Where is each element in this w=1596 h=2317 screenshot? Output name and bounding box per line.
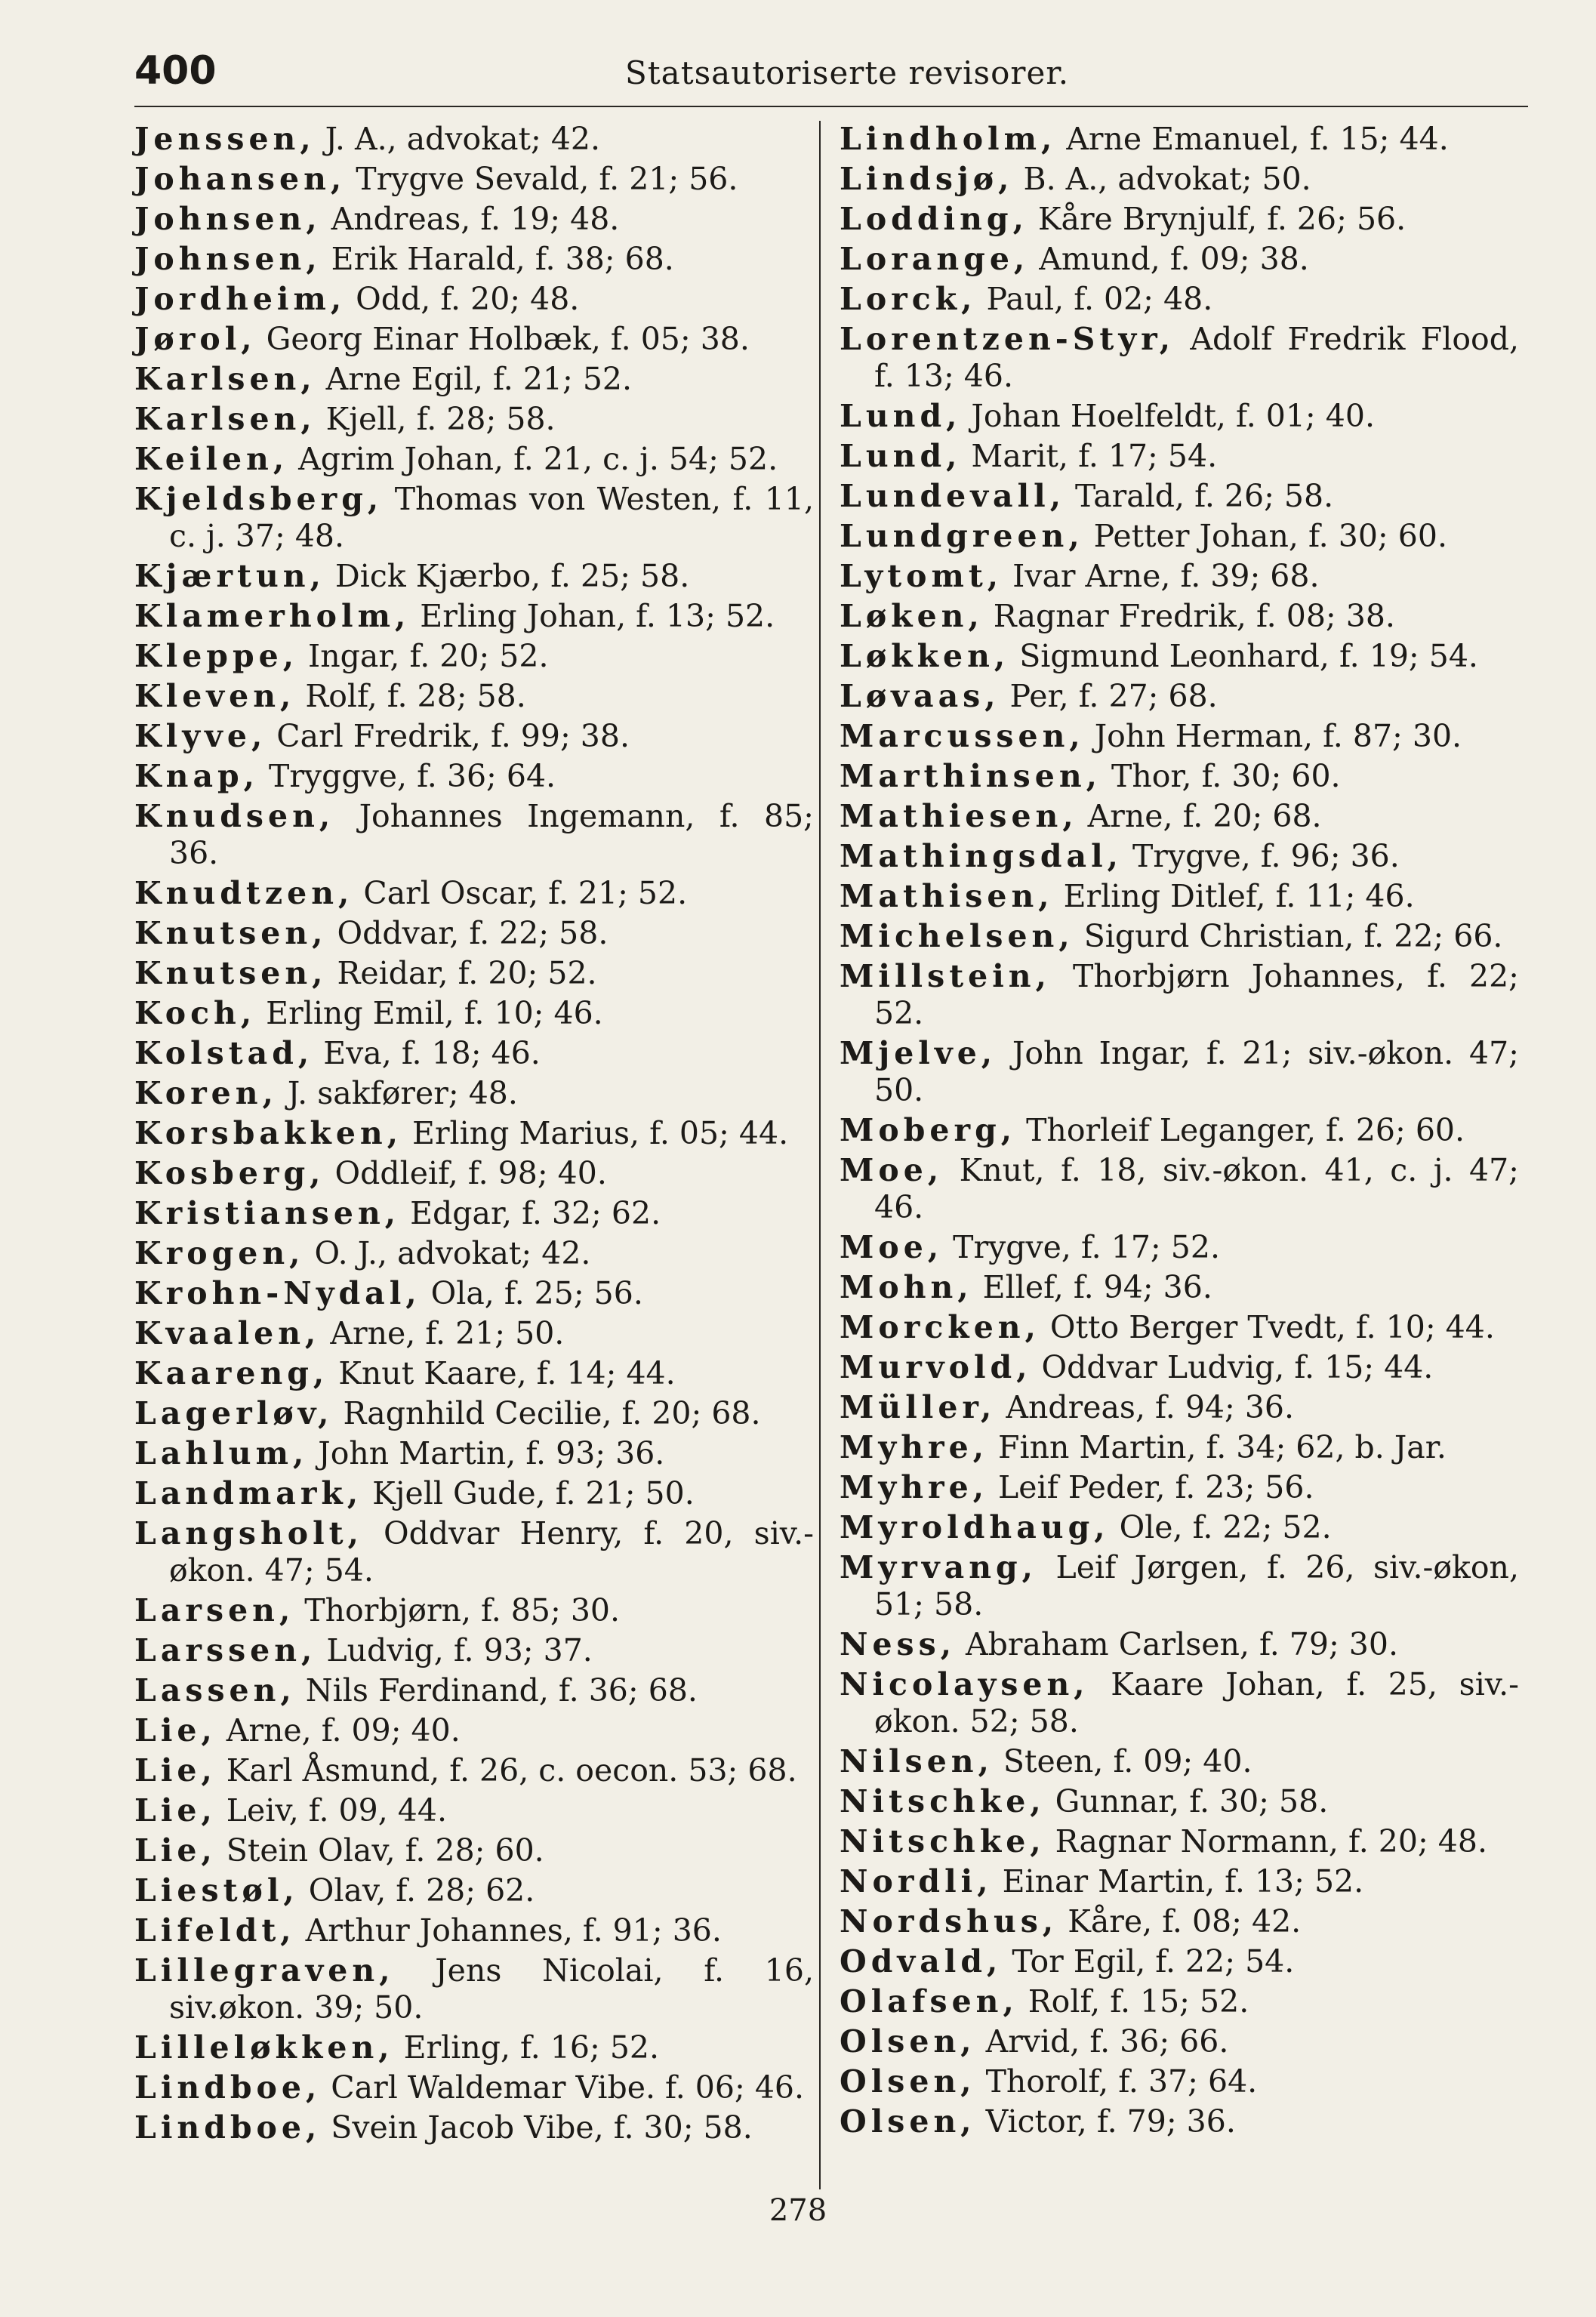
entry-details: Otto Berger Tvedt, f. 10; 44.: [1040, 1309, 1495, 1345]
entry-details: Dick Kjærbo, f. 25; 58.: [325, 558, 690, 594]
list-item: [134, 1872, 814, 1909]
list-item: [840, 1743, 1519, 1780]
entry-details: Rolf, f. 28; 58.: [295, 678, 526, 714]
entry-details: Sigmund Leonhard, f. 19; 54.: [1009, 638, 1478, 674]
list-item: [840, 478, 1519, 515]
list-item: [134, 1475, 814, 1512]
list-item: [134, 441, 814, 478]
list-item: [840, 518, 1519, 555]
list-item: [134, 638, 814, 675]
entry-surname: Krogen,: [134, 1235, 305, 1271]
list-item: [840, 1626, 1519, 1663]
list-item: [840, 1229, 1519, 1266]
entry-surname: Lodding,: [840, 201, 1028, 237]
entry-surname: Liestøl,: [134, 1872, 299, 1909]
entry-details: Ragnar Normann, f. 20; 48.: [1045, 1823, 1487, 1859]
entry-surname: Lie,: [134, 1752, 217, 1789]
right-column: [840, 121, 1519, 2143]
entry-details: Thor, f. 30; 60.: [1101, 758, 1341, 794]
list-item: [840, 798, 1519, 835]
list-item: [134, 2029, 814, 2066]
list-item: [134, 121, 814, 158]
list-item: [840, 1309, 1519, 1346]
entry-details: Oddvar, f. 22; 58.: [327, 915, 609, 951]
entry-details: Karl Åsmund, f. 26, c. oecon. 53; 68.: [216, 1752, 797, 1789]
entry-details: Andreas, f. 19; 48.: [321, 201, 620, 237]
list-item: [134, 1275, 814, 1312]
entry-details: Stein Olav, f. 28; 60.: [216, 1832, 544, 1869]
entry-surname: Nitschke,: [840, 1823, 1046, 1859]
entry-details: Abraham Carlsen, f. 79; 30.: [956, 1626, 1399, 1662]
entry-details: Arthur Johannes, f. 91; 36.: [295, 1912, 722, 1949]
entry-surname: Lund,: [840, 438, 962, 474]
entry-surname: Knutsen,: [134, 915, 328, 951]
entry-surname: Morcken,: [840, 1309, 1040, 1345]
list-item: [134, 1592, 814, 1629]
entry-details: Knut, f. 18, siv.-økon. 41, c. j. 47; 46.: [874, 1152, 1519, 1225]
entry-details: Ragnhild Cecilie, f. 20; 68.: [333, 1395, 761, 1431]
entry-details: Jens Nicolai, f. 16, siv.økon. 39; 50.: [169, 1952, 814, 2026]
entry-surname: Lorentzen-Styr,: [840, 321, 1175, 357]
entry-details: Kaare Johan, f. 25, siv.-økon. 52; 58.: [874, 1666, 1519, 1739]
entry-surname: Myrvang,: [840, 1549, 1037, 1585]
entry-details: Svein Jacob Vibe, f. 30; 58.: [321, 2109, 753, 2146]
list-item: [840, 678, 1519, 715]
list-item: [840, 1152, 1519, 1226]
entry-details: Erling Johan, f. 13; 52.: [410, 598, 775, 634]
list-item: [840, 1549, 1519, 1623]
list-item: [840, 918, 1519, 955]
page-header: [134, 44, 1528, 97]
entry-surname: Nicolaysen,: [840, 1666, 1089, 1702]
entry-details: Ivar Arne, f. 39; 68.: [1003, 558, 1320, 594]
list-item: [134, 401, 814, 438]
entry-details: Finn Martin, f. 34; 62, b. Jar.: [987, 1429, 1447, 1465]
list-item: [134, 1395, 814, 1432]
entry-surname: Mjelve,: [840, 1035, 997, 1071]
list-item: [134, 2109, 814, 2146]
entry-details: Arne Emanuel, f. 15; 44.: [1056, 121, 1449, 157]
entry-details: Leif Peder, f. 23; 56.: [987, 1469, 1314, 1505]
entry-details: Leiv, f. 09, 44.: [216, 1792, 447, 1829]
list-item: [134, 678, 814, 715]
list-item: [840, 958, 1519, 1032]
entry-surname: Myhre,: [840, 1429, 988, 1465]
entry-details: Per, f. 27; 68.: [1000, 678, 1218, 714]
entry-surname: Marthinsen,: [840, 758, 1101, 794]
list-item: [134, 1912, 814, 1949]
list-item: [840, 1469, 1519, 1506]
entry-surname: Klamerholm,: [134, 598, 411, 634]
entry-surname: Lassen,: [134, 1672, 296, 1708]
entry-details: Erling Ditlef, f. 11; 46.: [1053, 878, 1415, 914]
entry-surname: Knutsen,: [134, 955, 328, 991]
list-item: [840, 321, 1519, 395]
list-item: [134, 598, 814, 635]
entry-surname: Myhre,: [840, 1469, 988, 1505]
list-item: [134, 1035, 814, 1072]
entry-details: Thorleif Leganger, f. 26; 60.: [1016, 1112, 1465, 1148]
entry-surname: Kvaalen,: [134, 1315, 321, 1351]
list-item: [134, 798, 814, 872]
list-item: [134, 201, 814, 238]
entry-details: Rolf, f. 15; 52.: [1018, 1983, 1249, 2020]
list-item: [134, 995, 814, 1032]
list-item: [134, 361, 814, 398]
entry-surname: Langsholt,: [134, 1515, 363, 1551]
entry-surname: Johnsen,: [134, 201, 322, 237]
entry-surname: Michelsen,: [840, 918, 1074, 954]
entry-details: Thorolf, f. 37; 64.: [975, 2063, 1258, 2100]
entry-surname: Jenssen,: [134, 121, 316, 157]
list-item: [134, 321, 814, 358]
list-item: [840, 718, 1519, 755]
entry-surname: Lifeldt,: [134, 1912, 296, 1949]
entry-surname: Kleven,: [134, 678, 296, 714]
entry-details: Gunnar, f. 30; 58.: [1045, 1783, 1329, 1819]
entry-details: Trygve, f. 96; 36.: [1122, 838, 1400, 874]
list-item: [134, 161, 814, 198]
entry-surname: Ness,: [840, 1626, 957, 1662]
entry-surname: Lie,: [134, 1832, 217, 1869]
entry-surname: Kristiansen,: [134, 1195, 401, 1231]
list-item: [134, 1315, 814, 1352]
footer-page-number: 278: [769, 2193, 827, 2228]
entry-details: Thomas von Westen, f. 11, c. j. 37; 48.: [169, 481, 814, 554]
list-item: [134, 955, 814, 992]
entry-surname: Kleppe,: [134, 638, 298, 674]
list-item: [134, 1115, 814, 1152]
entry-surname: Løken,: [840, 598, 984, 634]
entry-surname: Knudsen,: [134, 798, 335, 834]
entry-details: Kåre, f. 08; 42.: [1058, 1903, 1302, 1940]
entry-details: Tryggve, f. 36; 64.: [258, 758, 556, 794]
entry-surname: Moberg,: [840, 1112, 1017, 1148]
entry-details: Einar Martin, f. 13; 52.: [992, 1863, 1364, 1900]
entry-details: Erling, f. 16; 52.: [393, 2029, 660, 2066]
entry-details: Johannes Ingemann, f. 85; 36.: [169, 798, 814, 871]
list-item: [840, 1509, 1519, 1546]
entry-surname: Murvold,: [840, 1349, 1032, 1385]
entry-details: O. J., advokat; 42.: [304, 1235, 591, 1271]
list-item: [840, 201, 1519, 238]
entry-details: J. A., advokat; 42.: [315, 121, 601, 157]
entry-surname: Karlsen,: [134, 401, 316, 437]
entry-details: Kåre Brynjulf, f. 26; 56.: [1028, 201, 1407, 237]
entry-surname: Moe,: [840, 1152, 944, 1188]
entry-details: Ludvig, f. 93; 37.: [316, 1632, 593, 1668]
list-item: [134, 1952, 814, 2026]
entry-details: Arne, f. 09; 40.: [216, 1712, 461, 1749]
entry-surname: Moe,: [840, 1229, 944, 1265]
entry-surname: Lagerløv,: [134, 1395, 334, 1431]
entry-surname: Marcussen,: [840, 718, 1085, 754]
entry-surname: Kosberg,: [134, 1155, 325, 1191]
entry-surname: Lytomt,: [840, 558, 1003, 594]
list-item: [840, 281, 1519, 318]
entry-details: B. A., advokat; 50.: [1013, 161, 1311, 197]
list-item: [840, 1429, 1519, 1466]
list-item: [840, 1903, 1519, 1940]
entry-surname: Johansen,: [134, 161, 347, 197]
entry-surname: Lindsjø,: [840, 161, 1014, 197]
entry-details: Arne Egil, f. 21; 52.: [316, 361, 633, 397]
entry-details: Arne, f. 20; 68.: [1077, 798, 1322, 834]
list-item: [840, 2103, 1519, 2140]
entry-details: Leif Jørgen, f. 26, siv.-økon, 51; 58.: [874, 1549, 1519, 1622]
list-item: [134, 1515, 814, 1589]
entry-surname: Mathingsdal,: [840, 838, 1123, 874]
entry-surname: Johnsen,: [134, 241, 322, 277]
list-item: [840, 1389, 1519, 1426]
entry-surname: Karlsen,: [134, 361, 316, 397]
entry-details: Ola, f. 25; 56.: [421, 1275, 643, 1311]
entry-surname: Kjærtun,: [134, 558, 325, 594]
list-item: [840, 2023, 1519, 2060]
list-item: [134, 1832, 814, 1869]
entry-details: Carl Waldemar Vibe. f. 06; 46.: [321, 2069, 805, 2106]
entry-surname: Millstein,: [840, 958, 1051, 994]
list-item: [840, 2063, 1519, 2100]
list-item: [840, 1666, 1519, 1740]
entry-details: Oddleif, f. 98; 40.: [325, 1155, 607, 1191]
entry-details: Arvid, f. 36; 66.: [975, 2023, 1229, 2060]
list-item: [134, 281, 814, 318]
entry-surname: Løkken,: [840, 638, 1010, 674]
list-item: [840, 241, 1519, 278]
entry-surname: Lillegraven,: [134, 1952, 395, 1989]
entry-surname: Nordli,: [840, 1863, 993, 1900]
entry-details: Arne, f. 21; 50.: [320, 1315, 565, 1351]
list-item: [134, 875, 814, 912]
list-item: [840, 1349, 1519, 1386]
list-item: [134, 241, 814, 278]
entry-details: John Herman, f. 87; 30.: [1084, 718, 1462, 754]
entry-surname: Mohn,: [840, 1269, 973, 1305]
list-item: [134, 1792, 814, 1829]
entry-surname: Kolstad,: [134, 1035, 314, 1071]
entry-surname: Landmark,: [134, 1475, 363, 1511]
entry-surname: Mathisen,: [840, 878, 1054, 914]
list-item: [134, 1195, 814, 1232]
list-item: [840, 638, 1519, 675]
entry-surname: Larssen,: [134, 1632, 317, 1668]
entry-details: Trygve, f. 17; 52.: [943, 1229, 1220, 1265]
list-item: [134, 1632, 814, 1669]
entry-details: Ellef, f. 94; 36.: [972, 1269, 1212, 1305]
entry-details: Carl Fredrik, f. 99; 38.: [267, 718, 630, 754]
list-item: [840, 1783, 1519, 1820]
list-item: [134, 1075, 814, 1112]
entry-details: Adolf Fredrik Flood, f. 13; 46.: [874, 321, 1519, 394]
list-item: [134, 1672, 814, 1709]
list-item: [840, 1269, 1519, 1306]
entry-details: J. sakfører; 48.: [277, 1075, 518, 1111]
list-item: [840, 878, 1519, 915]
list-item: [134, 915, 814, 952]
list-item: [840, 558, 1519, 595]
entry-details: John Martin, f. 93; 36.: [308, 1435, 665, 1471]
entry-details: Erik Harald, f. 38; 68.: [321, 241, 674, 277]
entry-details: Nils Ferdinand, f. 36; 68.: [295, 1672, 698, 1708]
entry-surname: Olsen,: [840, 2103, 976, 2140]
entry-surname: Lahlum,: [134, 1435, 309, 1471]
entry-surname: Olafsen,: [840, 1983, 1018, 2020]
entry-details: Andreas, f. 94; 36.: [996, 1389, 1295, 1425]
entry-surname: Lundevall,: [840, 478, 1066, 514]
entry-surname: Myroldhaug,: [840, 1509, 1110, 1545]
entry-surname: Klyve,: [134, 718, 267, 754]
entry-surname: Larsen,: [134, 1592, 295, 1628]
list-item: [840, 758, 1519, 795]
entry-surname: Jørol,: [134, 321, 257, 357]
header-rule: [134, 106, 1528, 107]
entry-details: Oddvar Ludvig, f. 15; 44.: [1031, 1349, 1434, 1385]
list-item: [840, 1863, 1519, 1900]
entry-surname: Olsen,: [840, 2063, 976, 2100]
entry-details: Paul, f. 02; 48.: [976, 281, 1213, 317]
entry-surname: Odvald,: [840, 1943, 1003, 1980]
entry-details: Eva, f. 18; 46.: [313, 1035, 541, 1071]
list-item: [134, 2069, 814, 2106]
entry-details: Odd, f. 20; 48.: [346, 281, 580, 317]
entry-details: Edgar, f. 32; 62.: [400, 1195, 661, 1231]
entry-surname: Koren,: [134, 1075, 278, 1111]
list-item: [134, 1155, 814, 1192]
entry-surname: Olsen,: [840, 2023, 976, 2060]
entry-details: Sigurd Christian, f. 22; 66.: [1074, 918, 1503, 954]
entry-surname: Lindboe,: [134, 2069, 322, 2106]
list-item: [134, 1752, 814, 1789]
left-column: [134, 121, 814, 2149]
list-item: [840, 1943, 1519, 1980]
entry-details: Georg Einar Holbæk, f. 05; 38.: [256, 321, 750, 357]
entry-details: Ingar, f. 20; 52.: [298, 638, 549, 674]
running-title: Statsautoriserte revisorer.: [625, 54, 1070, 91]
entry-details: Ole, f. 22; 52.: [1109, 1509, 1332, 1545]
entry-details: Steen, f. 09; 40.: [993, 1743, 1252, 1779]
entry-surname: Jordheim,: [134, 281, 347, 317]
entry-details: Trygve Sevald, f. 21; 56.: [346, 161, 738, 197]
entry-surname: Lund,: [840, 398, 962, 434]
list-item: [134, 1712, 814, 1749]
list-item: [134, 1435, 814, 1472]
entry-surname: Lie,: [134, 1712, 217, 1749]
entry-details: Victor, f. 79; 36.: [975, 2103, 1236, 2140]
entry-details: Johan Hoelfeldt, f. 01; 40.: [961, 398, 1375, 434]
entry-details: Oddvar Henry, f. 20, siv.-økon. 47; 54.: [169, 1515, 814, 1588]
entry-details: Carl Oscar, f. 21; 52.: [353, 875, 688, 911]
entry-details: Amund, f. 09; 38.: [1029, 241, 1309, 277]
entry-details: Knut Kaare, f. 14; 44.: [328, 1355, 676, 1391]
entry-surname: Nordshus,: [840, 1903, 1058, 1940]
entry-details: John Ingar, f. 21; siv.-økon. 47; 50.: [874, 1035, 1519, 1108]
entry-details: Petter Johan, f. 30; 60.: [1083, 518, 1447, 554]
list-item: [840, 1112, 1519, 1149]
list-item: [840, 838, 1519, 875]
entry-details: Kjell, f. 28; 58.: [316, 401, 556, 437]
list-item: [840, 598, 1519, 635]
column-divider: [819, 121, 821, 2189]
list-item: [840, 1983, 1519, 2020]
list-item: [134, 481, 814, 555]
entry-surname: Koch,: [134, 995, 257, 1031]
entry-surname: Mathiesen,: [840, 798, 1078, 834]
list-item: [134, 758, 814, 795]
entry-surname: Lundgreen,: [840, 518, 1084, 554]
entry-surname: Lilleløkken,: [134, 2029, 394, 2066]
entry-details: Agrim Johan, f. 21, c. j. 54; 52.: [288, 441, 778, 477]
entry-surname: Løvaas,: [840, 678, 1000, 714]
list-item: [134, 1235, 814, 1272]
entry-surname: Lorck,: [840, 281, 977, 317]
entry-details: Tarald, f. 26; 58.: [1065, 478, 1334, 514]
entry-surname: Müller,: [840, 1389, 997, 1425]
entry-surname: Nitschke,: [840, 1783, 1046, 1819]
entry-details: Thorbjørn, f. 85; 30.: [294, 1592, 621, 1628]
list-item: [840, 161, 1519, 198]
entry-surname: Krohn-Nydal,: [134, 1275, 421, 1311]
list-item: [840, 1035, 1519, 1109]
entry-surname: Nilsen,: [840, 1743, 994, 1779]
entry-details: Marit, f. 17; 54.: [961, 438, 1218, 474]
entry-surname: Kaareng,: [134, 1355, 329, 1391]
entry-surname: Lindboe,: [134, 2109, 322, 2146]
page-number: 400: [134, 48, 217, 94]
entry-surname: Korsbakken,: [134, 1115, 402, 1151]
entry-details: Tor Egil, f. 22; 54.: [1002, 1943, 1295, 1980]
entry-details: Olav, f. 28; 62.: [298, 1872, 535, 1909]
list-item: [840, 398, 1519, 435]
entry-surname: Kjeldsberg,: [134, 481, 384, 517]
entry-surname: Knap,: [134, 758, 259, 794]
entry-details: Erling Marius, f. 05; 44.: [402, 1115, 789, 1151]
entry-details: Ragnar Fredrik, f. 08; 38.: [983, 598, 1395, 634]
entry-surname: Keilen,: [134, 441, 289, 477]
entry-details: Erling Emil, f. 10; 46.: [256, 995, 603, 1031]
entry-surname: Knudtzen,: [134, 875, 354, 911]
entry-details: Reidar, f. 20; 52.: [327, 955, 597, 991]
list-item: [134, 558, 814, 595]
entry-details: Thorbjørn Johannes, f. 22; 52.: [874, 958, 1519, 1031]
entry-surname: Lindholm,: [840, 121, 1057, 157]
entry-surname: Lie,: [134, 1792, 217, 1829]
list-item: [840, 1823, 1519, 1860]
list-item: [840, 121, 1519, 158]
entry-details: Kjell Gude, f. 21; 50.: [362, 1475, 695, 1511]
list-item: [134, 1355, 814, 1392]
list-item: [134, 718, 814, 755]
list-item: [840, 438, 1519, 475]
entry-surname: Lorange,: [840, 241, 1030, 277]
